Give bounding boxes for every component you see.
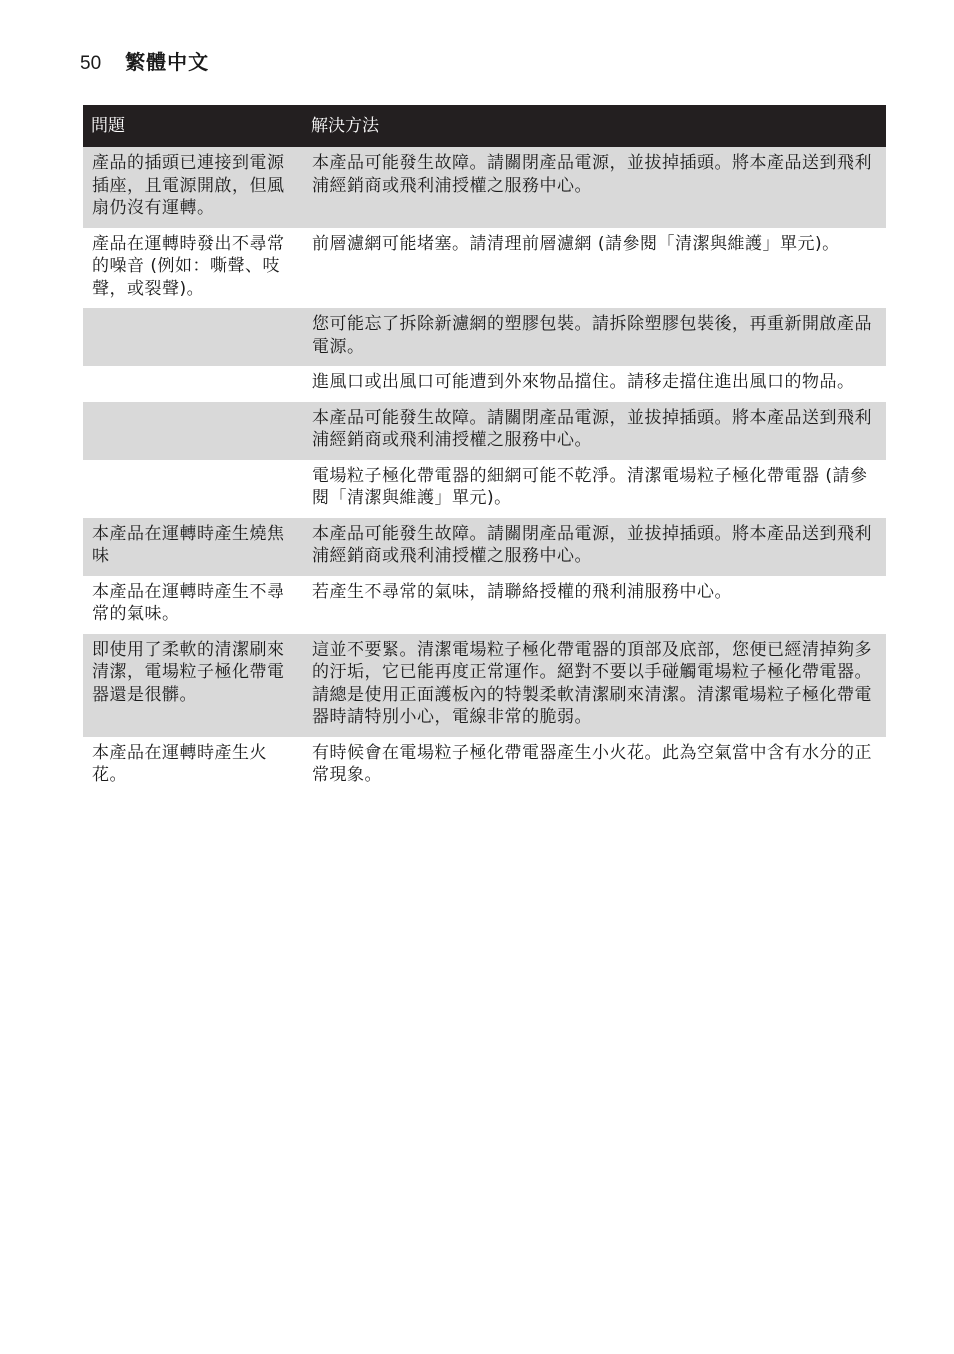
problem-cell <box>83 460 303 518</box>
solution-cell: 前層濾網可能堵塞。請清理前層濾網 (請參閱「清潔與維護」單元)。 <box>312 233 840 254</box>
solution-cell: 您可能忘了拆除新濾網的塑膠包裝。請拆除塑膠包裝後，再重新開啟產品電源。 <box>303 308 886 366</box>
table-row <box>83 228 886 309</box>
table-row <box>83 576 886 634</box>
problem-cell <box>83 366 303 402</box>
solution-cell: 有時候會在電場粒子極化帶電器產生小火花。此為空氣當中含有水分的正常現象。 <box>312 742 872 785</box>
table-row <box>83 308 886 366</box>
table-row <box>83 518 886 576</box>
section-title: 繁體中文 <box>125 50 210 74</box>
table-row <box>83 634 886 737</box>
solution-cell: 若產生不尋常的氣味，請聯絡授權的飛利浦服務中心。 <box>312 581 732 602</box>
problem-cell: 產品在運轉時發出不尋常的噪音 (例如：嘶聲、吱聲，或裂聲)。 <box>92 233 285 299</box>
problem-cell: 本產品在運轉時產生不尋常的氣味。 <box>92 581 285 624</box>
page-number: 50 <box>80 53 102 74</box>
problem-cell <box>83 308 303 366</box>
table-row <box>83 402 886 460</box>
table-row <box>83 366 886 402</box>
solution-cell: 本產品可能發生故障。請關閉產品電源，並拔掉插頭。將本產品送到飛利浦經銷商或飛利浦授權之服務中心。 <box>303 147 886 228</box>
table-row <box>83 147 886 228</box>
column-header-solution: 解決方法 <box>303 105 886 147</box>
table-row <box>83 737 886 795</box>
troubleshooting-table <box>83 105 886 795</box>
solution-cell: 這並不要緊。清潔電場粒子極化帶電器的頂部及底部，您便已經清掉夠多的汙垢，它已能再度正常運作。絕對不要以手碰觸電場粒子極化帶電器。請總是使用正面護板內的特製柔軟清潔刷來清潔。清潔電場粒子極化帶電器時請特別小心，電線非常的脆弱。 <box>303 634 886 737</box>
problem-cell <box>83 402 303 460</box>
solution-cell: 進風口或出風口可能遭到外來物品擋住。請移走擋住進出風口的物品。 <box>312 372 855 392</box>
solution-cell: 本產品可能發生故障。請關閉產品電源，並拔掉插頭。將本產品送到飛利浦經銷商或飛利浦授權之服務中心。 <box>303 402 886 460</box>
problem-cell: 本產品在運轉時產生火花。 <box>92 742 267 785</box>
page-header <box>80 46 209 75</box>
problem-cell: 產品的插頭已連接到電源插座，且電源開啟，但風扇仍沒有運轉。 <box>83 147 303 228</box>
solution-cell: 本產品可能發生故障。請關閉產品電源，並拔掉插頭。將本產品送到飛利浦經銷商或飛利浦授權之服務中心。 <box>303 518 886 576</box>
table-header-row <box>83 105 886 147</box>
problem-cell: 本產品在運轉時產生燒焦味 <box>83 518 303 576</box>
table-row <box>83 460 886 518</box>
solution-cell: 電場粒子極化帶電器的細網可能不乾淨。清潔電場粒子極化帶電器 (請參閱「清潔與維護」單元)。 <box>312 465 868 508</box>
column-header-problem: 問題 <box>83 105 303 147</box>
problem-cell: 即使用了柔軟的清潔刷來清潔，電場粒子極化帶電器還是很髒。 <box>83 634 303 737</box>
